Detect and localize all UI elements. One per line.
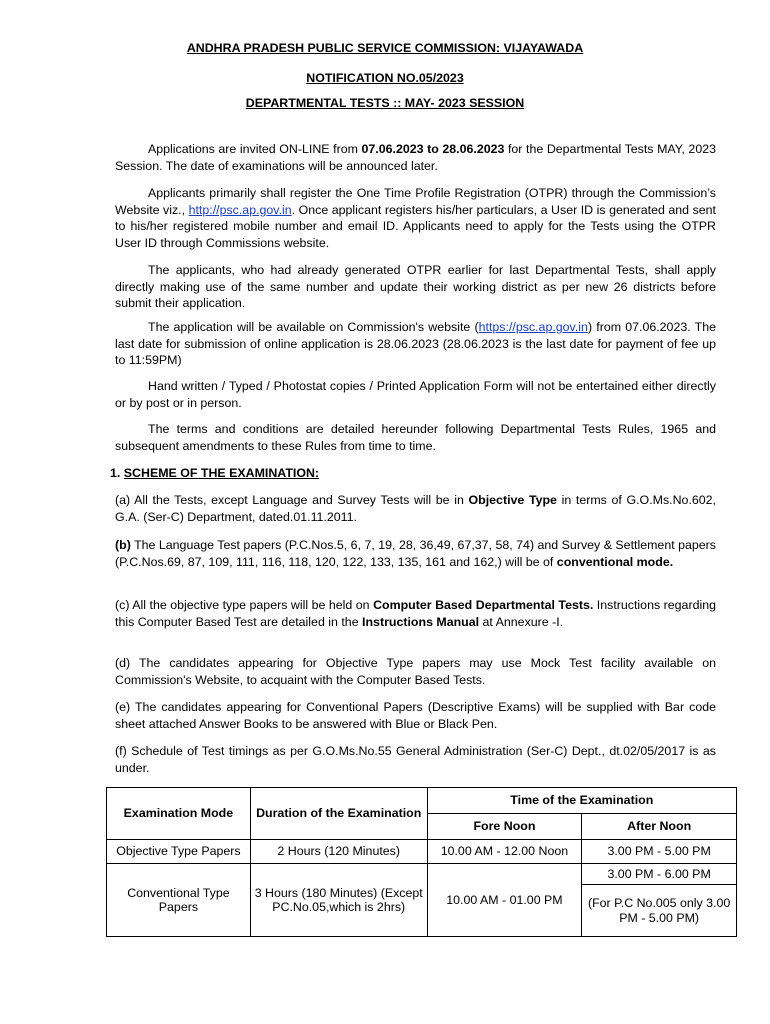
cell-after-conventional: 3.00 PM - 6.00 PM	[582, 864, 737, 885]
table-row	[107, 840, 737, 864]
cell-fore-conventional: 10.00 AM - 01.00 PM	[427, 864, 582, 937]
cell-fore-objective: 10.00 AM - 12.00 Noon	[427, 840, 582, 864]
scheme-item-c: (c) All the objective type papers will be held on Computer Based Departmental Tests. Instructions regarding this Computer Based Test are detailed in the Instructions Manual at Annexure -I.	[115, 598, 716, 629]
scheme-item-e: (e) The candidates appearing for Conventional Papers (Descriptive Exams) will be supplied with Bar code sheet attached Answer Books to be answered with Blue or Black Pen.	[115, 700, 716, 731]
notification-number: NOTIFICATION NO.05/2023	[306, 71, 464, 85]
intro-paragraph-3: The applicants, who had already generated OTPR earlier for last Departmental Tests, shall apply directly making use of the same number and update their working district as per new 26 districts before submit their application.	[115, 263, 716, 310]
intro-paragraph-1: Applications are invited ON-LINE from 07.06.2023 to 28.06.2023 for the Departmental Tests MAY, 2023 Session. The date of examinations will be announced later.	[115, 142, 716, 173]
header-duration: Duration of the Examination	[250, 788, 427, 840]
website-link-https[interactable]: https://psc.ap.gov.in	[478, 320, 588, 334]
cell-after-objective: 3.00 PM - 5.00 PM	[582, 840, 737, 864]
cell-duration-objective: 2 Hours (120 Minutes)	[250, 840, 427, 864]
cell-after-conventional-note: (For P.C No.005 only 3.00 PM - 5.00 PM)	[582, 885, 737, 937]
intro-paragraph-6: The terms and conditions are detailed hereunder following Departmental Tests Rules, 1965 and subsequent amendments to these Rules from time to time.	[115, 422, 716, 453]
section-heading-scheme: 1. SCHEME OF THE EXAMINATION:	[110, 466, 320, 480]
scheme-item-d: (d) The candidates appearing for Objective Type papers may use Mock Test facility available on Commission's Website, to acquaint with the Computer Based Tests.	[115, 656, 716, 687]
table-row	[107, 864, 737, 885]
application-dates: 07.06.2023 to 28.06.2023	[361, 142, 505, 156]
table-header-row	[107, 788, 737, 814]
cell-mode-objective: Objective Type Papers	[107, 840, 251, 864]
intro-paragraph-4: The application will be available on Commission's website (https://psc.ap.gov.in) from 07.06.2023. The last date for submission of online application is 28.06.2023 (28.06.2023 is the last date for payment of fee up to 11:59PM)	[115, 320, 716, 367]
scheme-item-f: (f) Schedule of Test timings as per G.O.Ms.No.55 General Administration (Ser-C) Dept., dt.02/05/2017 is as under.	[115, 744, 716, 775]
header-fore-noon: Fore Noon	[427, 814, 582, 840]
header-exam-mode: Examination Mode	[107, 788, 251, 840]
header-time: Time of the Examination	[427, 788, 736, 814]
scheme-item-a: (a) All the Tests, except Language and Survey Tests will be in Objective Type in terms of G.O.Ms.No.602, G.A. (Ser-C) Department, dated.01.11.2011.	[115, 493, 716, 524]
scheme-item-b: (b) The Language Test papers (P.C.Nos.5, 6, 7, 19, 28, 36,49, 67,37, 58, 74) and Survey & Settlement papers (P.C.Nos.69, 87, 109, 111, 116, 118, 120, 122, 133, 135, 161 and 162,) will be of conventional mode.	[115, 538, 716, 569]
intro-paragraph-5: Hand written / Typed / Photostat copies / Printed Application Form will not be entertained either directly or by post or in person.	[115, 379, 716, 410]
header-after-noon: After Noon	[582, 814, 737, 840]
commission-heading: ANDHRA PRADESH PUBLIC SERVICE COMMISSION: VIJAYAWADA	[186, 41, 584, 55]
website-link[interactable]: http://psc.ap.gov.in	[188, 202, 292, 217]
cell-mode-conventional: Conventional Type Papers	[107, 864, 251, 937]
cell-duration-conventional: 3 Hours (180 Minutes) (Except PC.No.05,which is 2hrs)	[250, 864, 427, 937]
exam-schedule-table	[106, 787, 737, 937]
intro-paragraph-2: Applicants primarily shall register the One Time Profile Registration (OTPR) through the Commission’s Website viz., http://psc.ap.gov.in. Once applicant registers his/her particulars, a User ID is generated and sent to his/her registered mobile number and email ID. Applicants need to apply for the Tests using the OTPR User ID through Commissions website.	[115, 186, 716, 250]
session-title: DEPARTMENTAL TESTS :: MAY- 2023 SESSION	[245, 96, 525, 110]
